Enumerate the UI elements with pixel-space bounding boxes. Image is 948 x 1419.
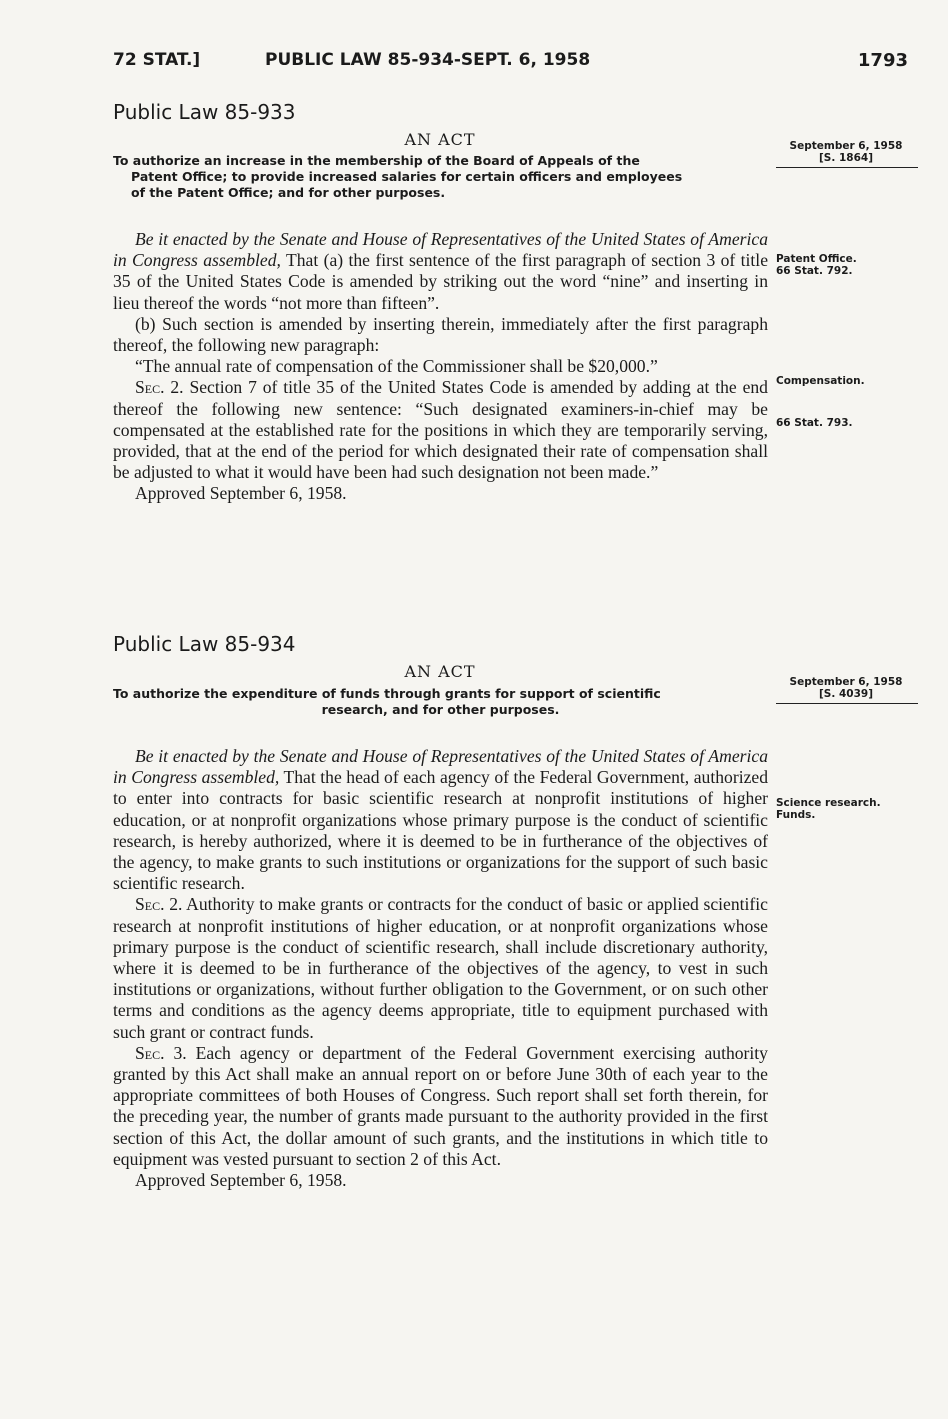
law2-approved: Approved September 6, 1958. <box>135 1170 347 1191</box>
law2-date: September 6, 1958 <box>789 676 903 688</box>
law1-margin-date <box>776 140 916 168</box>
law1-purpose <box>113 153 768 201</box>
law1-purpose-line1: To authorize an increase in the membership of the Board of Appeals of the <box>113 153 640 168</box>
law1-section1: That (a) the first sentence of the first paragraph of section 3 of title 35 of the United States Code is amended by striking out the word “nine” and inserting in lieu thereof the words “not more than fifteen”. <box>113 250 768 313</box>
law1-date: September 6, 1958 <box>789 140 903 152</box>
law2-purpose-line1: To authorize the expenditure of funds through grants for support of scientific <box>113 686 661 701</box>
law1-purpose-line3: of the Patent Office; and for other purposes. <box>131 185 446 200</box>
law1-margin-patent-line1: Patent Office. <box>776 253 857 265</box>
page-number: 1793 <box>857 50 908 71</box>
law2-sec2-text: Authority to make grants or contracts for the conduct of basic or applied scientific research at nonprofit institutions of higher education, or at nonprofit organizations whose primary purpose is the conduct of scientific research, shall include discretionary authority, where it is deemed to be in furtherance of the objectives of the agency, to vest in such institutions or organizations, without further obligation to the Government, or on such other terms and conditions as the agency deems appropriate, title to equipment purchased with such grant or contract funds. <box>113 894 768 1042</box>
law2-purpose-line2: research, and for other purposes. <box>321 702 560 717</box>
law2-bill-number: [S. 4039] <box>818 688 874 700</box>
law1-margin-stat: 66 Stat. 793. <box>776 417 853 429</box>
law2-purpose <box>113 686 768 718</box>
law1-subsection-b: (b) Such section is amended by inserting therein, immediately after the first paragraph thereof, the following new paragraph: <box>113 313 768 356</box>
law1-margin-compensation: Compensation. <box>776 375 865 387</box>
law2-section1: That the head of each agency of the Federal Government, authorized to enter into contracts for basic scientific research at nonprofit institutions of higher education, or at nonprofit organizations whose primary purpose is the conduct of scientific research, is hereby authorized, where it is deemed to be in furtherance of the objectives of the agency, to make grants to such institutions or organizations for the support of such basic scientific research. <box>113 767 768 894</box>
law1-margin-patent <box>776 253 916 277</box>
law1-enacting-clause: Be it enacted by the Senate and House of Representatives of the United States of America in Congress assembled, <box>113 229 768 271</box>
law1-new-paragraph: “The annual rate of compensation of the Commissioner shall be $20,000.” <box>135 356 658 377</box>
law1-sec2-label: Sec. 2. <box>135 377 184 398</box>
law2-date-rule <box>776 703 918 704</box>
law1-approved: Approved September 6, 1958. <box>135 483 347 504</box>
law2-sec3-label: Sec. 3. <box>135 1042 187 1063</box>
law1-date-rule <box>776 167 918 168</box>
law1-an-act: AN ACT <box>404 130 476 149</box>
law2-title: Public Law 85-934 <box>113 632 296 656</box>
law2-margin-date <box>776 676 916 704</box>
law2-sec3-text: Each agency or department of the Federal Government exercising authority granted by this Act shall make an annual report on or before June 30th of each year to the appropriate committees of both Houses of Congress. Such report shall set forth therein, for the preceding year, the number of grants made pursuant to the authority provided in the first section of this Act, the dollar amount of such grants, and the institutions in which title to equipment was vested pursuant to section 2 of this Act. <box>113 1042 768 1169</box>
law2-body <box>113 746 768 1191</box>
law2-enacting-clause: Be it enacted by the Senate and House of Representatives of the United States of America in Congress assembled, <box>113 746 768 788</box>
running-header-title: PUBLIC LAW 85-934-SEPT. 6, 1958 <box>265 50 591 70</box>
law1-margin-patent-line2: 66 Stat. 792. <box>776 265 853 277</box>
law1-title: Public Law 85-933 <box>113 100 296 124</box>
law2-margin-science <box>776 797 906 821</box>
law1-bill-number: [S. 1864] <box>818 152 874 164</box>
law1-purpose-line2: Patent Office; to provide increased salaries for certain officers and employees <box>131 169 683 184</box>
law1-sec2-text: Section 7 of title 35 of the United States Code is amended by adding at the end thereof the following new sentence: “Such designated examiners-in-chief may be compensated at the established rate for the positions in which they are temporarily serving, provided, that at the end of the period for which designated their rate of compensation shall be adjusted to what it would have been had such designation not been made.” <box>113 377 768 483</box>
law2-margin-science-line2: Funds. <box>776 809 816 821</box>
law2-margin-science-line1: Science research. <box>776 797 881 809</box>
law2-sec2-label: Sec. 2. <box>135 894 183 915</box>
law1-body <box>113 229 768 505</box>
law2-an-act: AN ACT <box>404 662 476 681</box>
running-header-stat: 72 STAT.] <box>113 50 201 70</box>
